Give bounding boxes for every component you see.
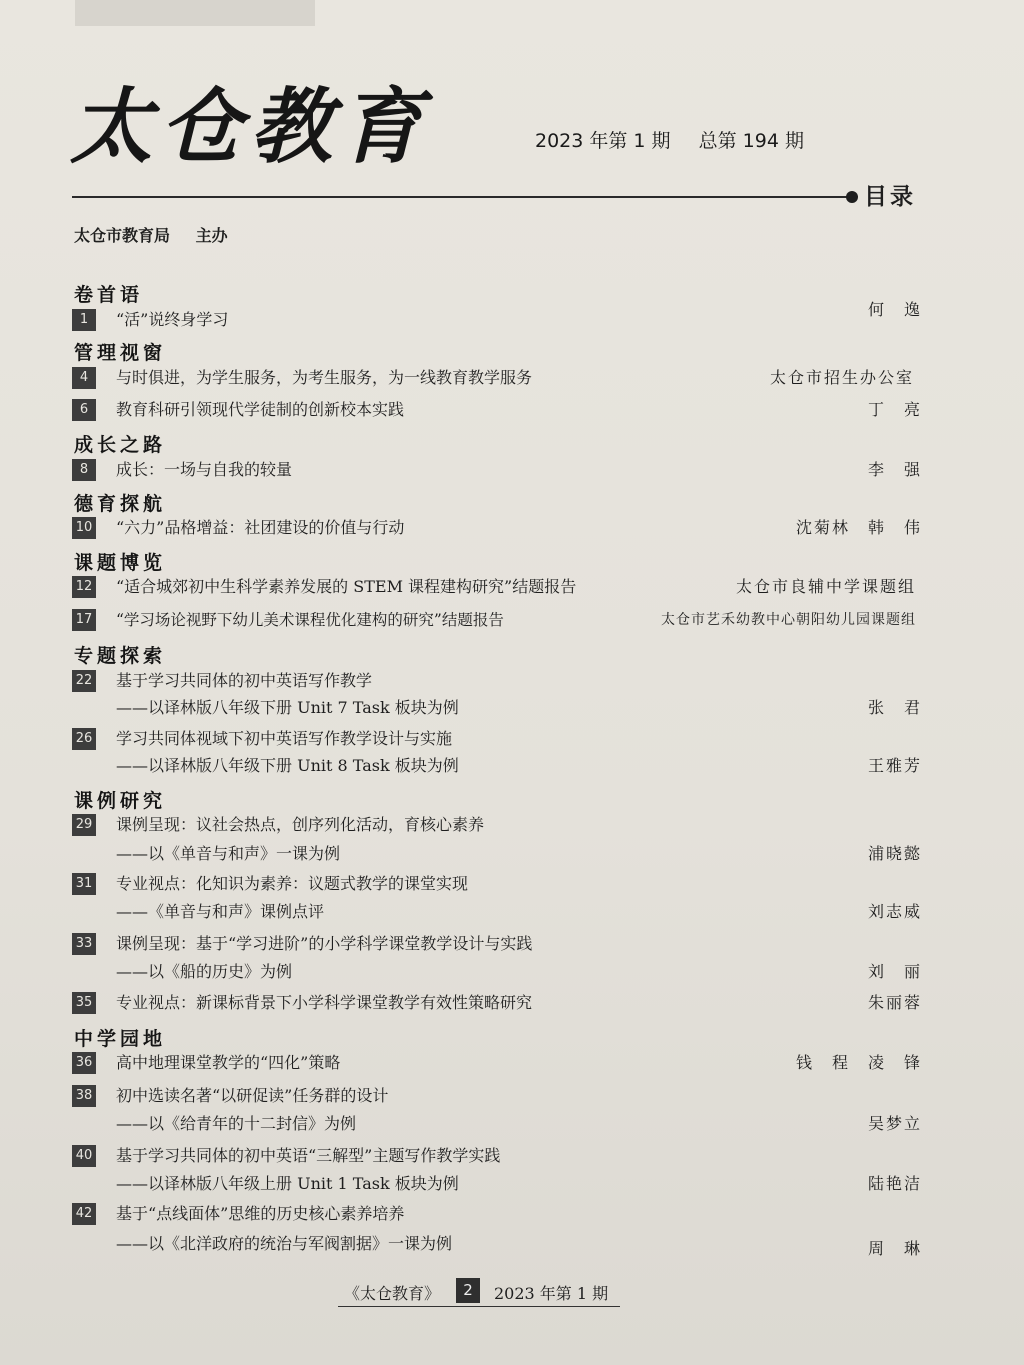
toc-entry[interactable] <box>72 517 922 541</box>
page-number: 29 <box>72 814 96 836</box>
entry-author: 李 强 <box>867 460 922 479</box>
toc-entry[interactable] <box>72 459 922 483</box>
entry-author: 刘志威 <box>867 902 922 921</box>
entry-title: “六力”品格增益：社团建设的价值与行动 <box>116 518 405 537</box>
entry-title: “适合城郊初中生科学素养发展的 STEM 课程建构研究”结题报告 <box>116 577 577 596</box>
section-heading: 成长之路 <box>74 434 167 456</box>
footer-journal: 《太仓教育》 <box>344 1284 441 1303</box>
section-heading: 卷首语 <box>74 284 144 306</box>
toc-entry[interactable] <box>72 992 922 1016</box>
entry-subtitle: ——以《单音与和声》一课为例 <box>116 844 341 863</box>
toc-entry-subtitle <box>72 961 922 985</box>
entry-subtitle: ——以《船的历史》为例 <box>116 962 293 981</box>
issue-info <box>535 126 804 153</box>
toc-entry[interactable] <box>72 1085 922 1109</box>
sponsor-role: 主办 <box>195 226 228 245</box>
entry-author: 陆艳洁 <box>867 1174 922 1193</box>
entry-title: 与时俱进，为学生服务，为考生服务，为一线教育教学服务 <box>116 368 533 387</box>
toc-entry[interactable] <box>72 728 922 752</box>
page-number: 6 <box>72 399 96 421</box>
entry-title: 课例呈现：议社会热点，创序列化活动，育核心素养 <box>116 815 485 834</box>
section-heading: 课例研究 <box>74 790 167 812</box>
entry-author: 朱丽蓉 <box>867 993 922 1012</box>
total-issue: 总第 194 期 <box>698 130 804 152</box>
toc-entry[interactable] <box>72 814 922 838</box>
year-issue: 2023 年第 1 期 <box>535 130 671 152</box>
toc-entry[interactable] <box>72 1203 922 1227</box>
page-number: 17 <box>72 609 96 631</box>
section-heading: 专题探索 <box>74 645 167 667</box>
entry-title: 基于学习共同体的初中英语“三解型”主题写作教学实践 <box>116 1146 501 1165</box>
entry-author: 何 逸 <box>867 300 922 319</box>
entry-author: 钱 程 凌 锋 <box>795 1053 922 1072</box>
section-heading: 管理视窗 <box>74 342 167 364</box>
entry-title: 学习共同体视域下初中英语写作教学设计与实施 <box>116 729 453 748</box>
section-heading: 课题博览 <box>74 552 167 574</box>
entry-author: 浦晓懿 <box>867 844 922 863</box>
entry-author: 太仓市艺禾幼教中心朝阳幼儿园课题组 <box>661 612 916 628</box>
page-number: 4 <box>72 367 96 389</box>
page-number: 12 <box>72 576 96 598</box>
entry-subtitle: ——以译林版八年级下册 Unit 7 Task 板块为例 <box>116 698 459 717</box>
entry-title: 专业视点：化知识为素养：议题式教学的课堂实现 <box>116 874 469 893</box>
page-number: 31 <box>72 873 96 895</box>
page-number: 36 <box>72 1052 96 1074</box>
section-heading: 德育探航 <box>74 493 167 515</box>
entry-author: 王雅芳 <box>867 756 922 775</box>
toc-entry[interactable] <box>72 933 922 957</box>
page-number: 42 <box>72 1203 96 1225</box>
page-number: 22 <box>72 670 96 692</box>
toc-entry[interactable] <box>72 670 922 694</box>
toc-entry-subtitle <box>72 843 922 867</box>
toc-entry-subtitle <box>72 755 922 779</box>
entry-title: 基于“点线面体”思维的历史核心素养培养 <box>116 1204 405 1223</box>
entry-author: 太仓市招生办公室 <box>769 368 914 387</box>
toc-entry-subtitle <box>72 1113 922 1137</box>
entry-author: 丁 亮 <box>867 400 922 419</box>
toc-entry-subtitle <box>72 1173 922 1197</box>
footer-page-number: 2 <box>456 1278 480 1303</box>
page-number: 40 <box>72 1145 96 1167</box>
page-number: 35 <box>72 992 96 1014</box>
top-strip <box>75 0 315 26</box>
entry-title: “活”说终身学习 <box>116 310 229 329</box>
toc-entry[interactable] <box>72 367 922 391</box>
toc-entry[interactable] <box>72 576 922 600</box>
toc-entry[interactable] <box>72 873 922 897</box>
masthead: 太仓教育 <box>70 79 430 175</box>
entry-title: 专业视点：新课标背景下小学科学课堂教学有效性策略研究 <box>116 993 533 1012</box>
entry-author: 沈菊林 韩 伟 <box>795 518 922 537</box>
entry-author: 周 琳 <box>867 1239 922 1258</box>
page-footer <box>338 1278 620 1307</box>
entry-subtitle: ——以《北洋政府的统治与军阀割据》一课为例 <box>116 1234 453 1253</box>
entry-title: “学习场论视野下幼儿美术课程优化建构的研究”结题报告 <box>116 611 504 629</box>
toc-entry[interactable] <box>72 1145 922 1169</box>
entry-title: 成长：一场与自我的较量 <box>116 460 293 479</box>
entry-subtitle: ——以译林版八年级上册 Unit 1 Task 板块为例 <box>116 1174 459 1193</box>
page-number: 38 <box>72 1085 96 1107</box>
entry-author: 吴梦立 <box>867 1114 922 1133</box>
page-number: 10 <box>72 517 96 539</box>
entry-subtitle: ——以《给青年的十二封信》为例 <box>116 1114 357 1133</box>
page-number: 33 <box>72 933 96 955</box>
page-number: 1 <box>72 309 96 331</box>
entry-title: 高中地理课堂教学的“四化”策略 <box>116 1053 341 1072</box>
entry-title: 课例呈现：基于“学习进阶”的小学科学课堂教学设计与实践 <box>116 934 533 953</box>
toc-entry-subtitle <box>72 901 922 925</box>
footer-issue: 2023 年第 1 期 <box>494 1284 609 1303</box>
entry-title: 基于学习共同体的初中英语写作教学 <box>116 671 373 690</box>
toc-entry[interactable] <box>72 399 922 423</box>
entry-author: 刘 丽 <box>867 962 922 981</box>
toc-entry[interactable] <box>72 1052 922 1076</box>
entry-author: 太仓市良辅中学课题组 <box>735 577 916 596</box>
toc-entry-subtitle <box>72 1233 922 1257</box>
sponsor <box>74 223 228 246</box>
toc-entry-subtitle <box>72 697 922 721</box>
toc-entry[interactable] <box>72 609 922 633</box>
entry-author: 张 君 <box>867 698 922 717</box>
section-heading: 中学园地 <box>74 1028 167 1050</box>
page-number: 26 <box>72 728 96 750</box>
entry-subtitle: ——以译林版八年级下册 Unit 8 Task 板块为例 <box>116 756 459 775</box>
header-rule <box>72 196 847 198</box>
rule-dot <box>846 191 858 203</box>
sponsor-org: 太仓市教育局 <box>74 226 171 245</box>
entry-title: 初中选读名著“以研促读”任务群的设计 <box>116 1086 389 1105</box>
entry-title: 教育科研引领现代学徒制的创新校本实践 <box>116 400 405 419</box>
toc-entry[interactable] <box>72 300 922 333</box>
page-number: 8 <box>72 459 96 481</box>
toc-title: 目录 <box>864 184 916 210</box>
entry-subtitle: ——《单音与和声》课例点评 <box>116 902 325 921</box>
